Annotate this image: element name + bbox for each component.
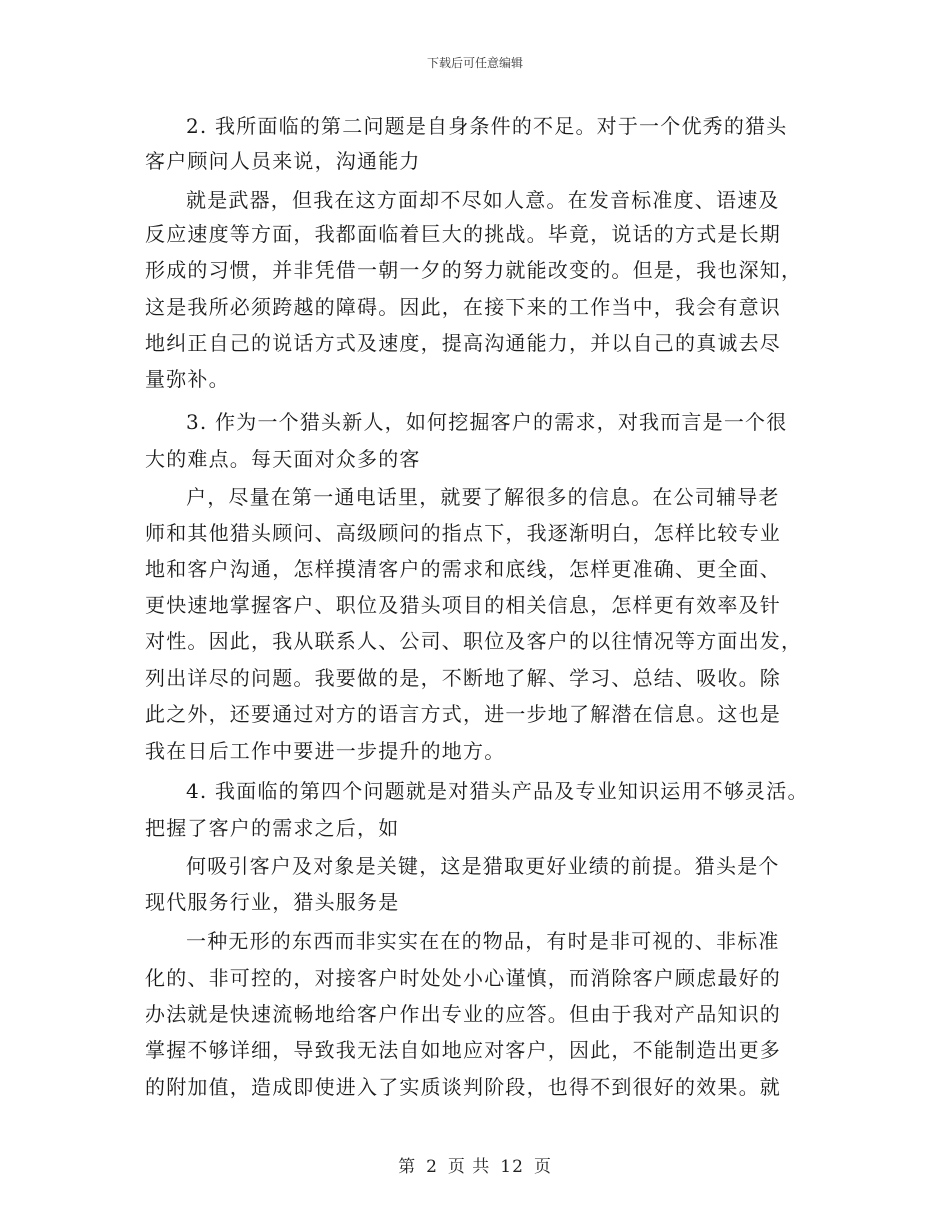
text-line: 化的、非可控的，对接客户时处处小心谨慎，而消除客户顾虑最好的 — [145, 966, 781, 990]
text-line: 4. 我面临的第四个问题就是对猎头产品及专业知识运用不够灵活。 — [186, 779, 809, 803]
text-line: 地纠正自己的说话方式及速度，提高沟通能力，并以自己的真诚去尽 — [145, 331, 781, 355]
text-line: 户，尽量在第一通电话里，就要了解很多的信息。在公司辅导老 — [186, 485, 780, 509]
text-line: 列出详尽的问题。我要做的是，不断地了解、学习、总结、吸收。除 — [145, 666, 781, 690]
text-line: 这是我所必须跨越的障碍。因此，在接下来的工作当中，我会有意识 — [145, 295, 781, 319]
text-line: 何吸引客户及对象是关键，这是猎取更好业绩的前提。猎头是个 — [186, 854, 780, 878]
page-footer — [0, 1152, 950, 1177]
text-line: 对性。因此，我从联系人、公司、职位及客户的以往情况等方面出发， — [145, 629, 803, 653]
text-line: 把握了客户的需求之后，如 — [145, 816, 400, 840]
text-line: 2. 我所面临的第二问题是自身条件的不足。对于一个优秀的猎头 — [186, 114, 788, 138]
text-line: 的附加值，造成即使进入了实质谈判阶段，也得不到很好的效果。就 — [145, 1075, 781, 1099]
text-line: 掌握不够详细，导致我无法自如地应对客户，因此，不能制造出更多 — [145, 1038, 781, 1062]
footer-total-pages: 12 — [500, 1157, 524, 1177]
text-line: 大的难点。每天面对众多的客 — [145, 447, 421, 471]
text-line: 反应速度等方面，我都面临着巨大的挑战。毕竟，说话的方式是长期 — [145, 222, 781, 246]
text-line: 量弥补。 — [145, 367, 230, 391]
footer-mid: 页 共 — [447, 1157, 491, 1177]
text-line: 一种无形的东西而非实实在在的物品，有时是非可视的、非标准 — [186, 929, 780, 953]
text-line: 就是武器，但我在这方面却不尽如人意。在发音标准度、语速及 — [186, 188, 780, 212]
text-line: 我在日后工作中要进一步提升的地方。 — [145, 739, 506, 763]
footer-suffix: 页 — [533, 1157, 552, 1177]
page-header: 下载后可任意编辑 — [426, 56, 523, 70]
text-line: 地和客户沟通，怎样摸清客户的需求和底线，怎样更准确、更全面、 — [145, 557, 781, 581]
text-line: 更快速地掌握客户、职位及猎头项目的相关信息，怎样更有效率及针 — [145, 593, 781, 617]
text-line: 客户顾问人员来说，沟通能力 — [145, 149, 421, 173]
text-line: 办法就是快速流畅地给客户作出专业的应答。但由于我对产品知识的 — [145, 1002, 781, 1026]
footer-prefix: 第 — [398, 1157, 417, 1177]
text-line: 3. 作为一个猎头新人，如何挖掘客户的需求，对我而言是一个很 — [186, 410, 788, 434]
text-line: 现代服务行业，猎头服务是 — [145, 890, 400, 914]
text-line: 师和其他猎头顾问、高级顾问的指点下，我逐渐明白，怎样比较专业 — [145, 521, 781, 545]
footer-page-number: 2 — [426, 1157, 438, 1177]
text-line: 形成的习惯，并非凭借一朝一夕的努力就能改变的。但是，我也深知， — [145, 258, 803, 282]
text-line: 此之外，还要通过对方的语言方式，进一步地了解潜在信息。这也是 — [145, 702, 781, 726]
